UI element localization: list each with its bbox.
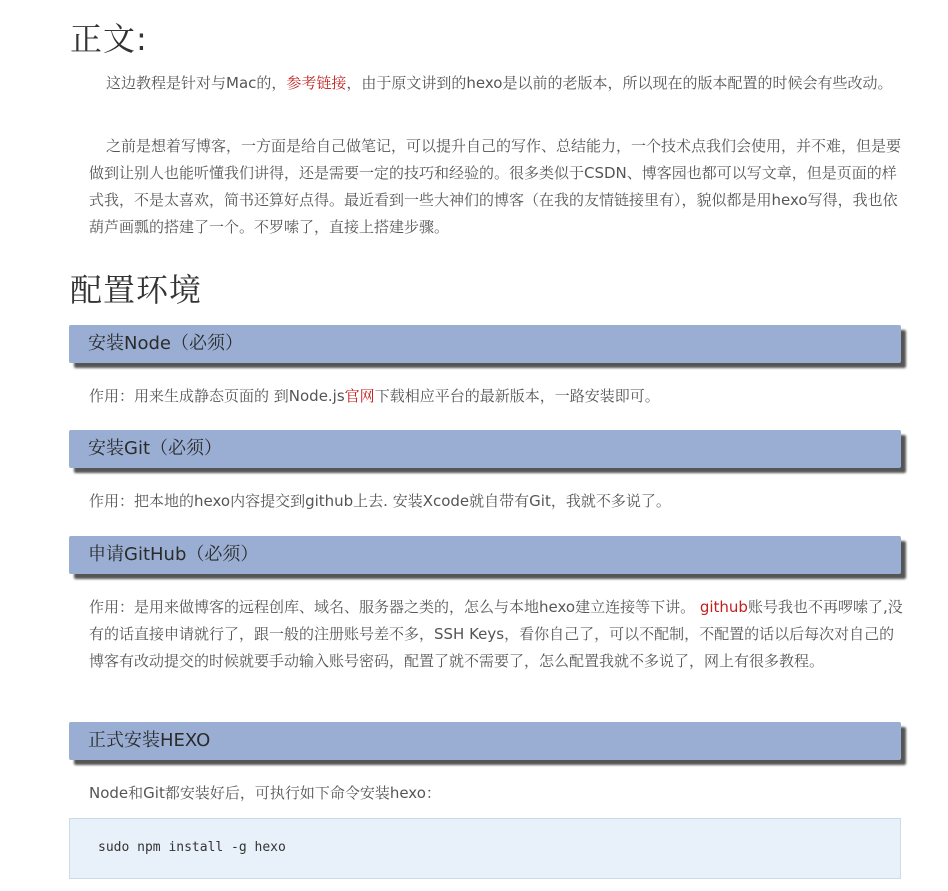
intro-heading: 正文:: [70, 20, 148, 58]
install-hexo-paragraph: Node和Git都安装好后，可执行如下命令安装hexo：: [89, 784, 441, 802]
apply-github-paragraph: [89, 594, 904, 675]
reference-link[interactable]: 参考链接: [286, 74, 347, 92]
install-git-title: 安装Git（必须）: [88, 438, 223, 459]
install-command[interactable]: sudo npm install -g hexo: [98, 840, 286, 855]
node-text-before: 作用：用来生成静态页面的 到Node.js: [89, 387, 345, 405]
install-git-paragraph: 作用：把本地的hexo内容提交到github上去. 安装Xcode就自带有Git，我就不多说了。: [89, 492, 671, 510]
apply-github-heading: [69, 536, 901, 574]
github-text-before: 作用：是用来做博客的远程创库、域名、服务器之类的，怎么与本地hexo建立连接等下讲。: [89, 598, 700, 616]
nodejs-official-site-link[interactable]: 官网: [344, 387, 375, 405]
install-hexo-heading: [69, 722, 901, 760]
intro-p1-text-before: 这边教程是针对与Mac的，: [106, 74, 287, 92]
intro-p1-text-after: ，由于原文讲到的hexo是以前的老版本，所以现在的版本配置的时候会有些改动。: [346, 74, 893, 92]
intro-paragraph-1: [89, 70, 904, 97]
github-link[interactable]: github: [699, 598, 748, 616]
install-git-heading: [69, 430, 901, 468]
env-heading: 配置环境: [70, 271, 203, 309]
node-text-after: 下载相应平台的最新版本，一路安装即可。: [374, 387, 660, 405]
install-hexo-title: 正式安装HEXO: [88, 730, 211, 751]
apply-github-title: 申请GitHub（必须）: [88, 544, 259, 565]
install-node-paragraph: [89, 383, 904, 410]
code-block: [69, 818, 901, 879]
install-node-heading: [69, 325, 901, 363]
install-node-title: 安装Node（必须）: [88, 333, 243, 354]
github-text-after: 账号我也不再啰嗦了,没有的话直接申请就行了，跟一般的注册账号差不多，SSH Keys，看你自己了，可以不配制，不配置的话以后每次对自己的博客有改动提交的时候就要手动输入账号密码，配置了就不需要了，怎么配置我就不多说了，网上有很多教程。: [89, 598, 903, 670]
intro-paragraph-2: 之前是想着写博客，一方面是给自己做笔记，可以提升自己的写作、总结能力，一个技术点我们会使用，并不难，但是要做到让别人也能听懂我们讲得，还是需要一定的技巧和经验的。很多类似于CSDN、博客园也都可以写文章，但是页面的样式我，不是太喜欢，简书还算好点得。最近看到一些大神们的博客（在我的友情链接里有），貌似都是用hexo写得，我也依葫芦画瓢的搭建了一个。不罗嗦了，直接上搭建步骤。: [89, 137, 902, 236]
